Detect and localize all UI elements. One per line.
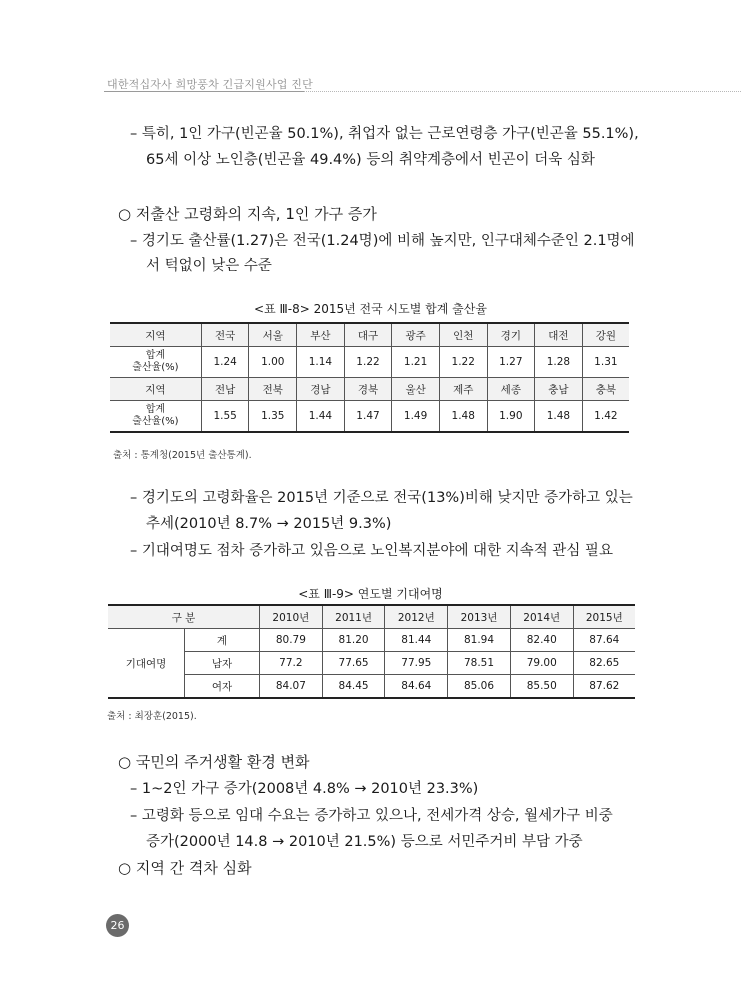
life-expectancy-table xyxy=(108,604,635,699)
table-cell: 1.00 xyxy=(249,347,297,378)
table-cell: 1.44 xyxy=(297,401,345,433)
table-cell: 81.20 xyxy=(322,629,385,652)
table-source: 출처 : 통계청(2015년 출산통계). xyxy=(113,450,252,461)
row-group-label: 기대여명 xyxy=(108,629,185,699)
table-cell: 1.48 xyxy=(535,401,583,433)
table-cell: 강원 xyxy=(582,323,629,347)
table-caption: <표 Ⅲ-8> 2015년 전국 시도별 합계 출산율 xyxy=(254,302,487,316)
table-cell: 광주 xyxy=(392,323,440,347)
table-cell: 1.90 xyxy=(487,401,535,433)
table-cell: 1.47 xyxy=(344,401,392,433)
body-line: 추세(2010년 8.7% → 2015년 9.3%) xyxy=(146,516,392,532)
body-line: 증가(2000년 14.8 → 2010년 21.5%) 등으로 서민주거비 부담 가중 xyxy=(146,834,583,850)
table-cell: 1.55 xyxy=(201,401,249,433)
body-line: – 고령화 등으로 임대 수요는 증가하고 있으나, 전세가격 상승, 월세가구 비중 xyxy=(130,808,613,824)
table-cell: 부산 xyxy=(297,323,345,347)
table-cell: 1.49 xyxy=(392,401,440,433)
table-cell: 세종 xyxy=(487,378,535,401)
table-cell: 구 분 xyxy=(108,605,260,629)
table-cell: 2012년 xyxy=(385,605,448,629)
table-cell: 87.64 xyxy=(573,629,635,652)
table-cell: 지역 xyxy=(110,323,201,347)
table-cell: 79.00 xyxy=(510,652,573,675)
table-cell: 85.06 xyxy=(448,675,511,699)
table-cell: 1.24 xyxy=(201,347,249,378)
body-line: – 경기도 출산률(1.27)은 전국(1.24명)에 비해 높지만, 인구대체수준인 2.1명에 xyxy=(130,233,635,249)
table-cell: 2011년 xyxy=(322,605,385,629)
body-line: – 기대여명도 점차 증가하고 있음으로 노인복지분야에 대한 지속적 관심 필요 xyxy=(130,543,613,559)
table-cell: 경북 xyxy=(344,378,392,401)
table-cell: 제주 xyxy=(439,378,487,401)
table-cell: 81.44 xyxy=(385,629,448,652)
table-cell: 81.94 xyxy=(448,629,511,652)
table-cell: 2015년 xyxy=(573,605,635,629)
table-cell: 전북 xyxy=(249,378,297,401)
table-cell: 1.48 xyxy=(439,401,487,433)
table-cell: 1.21 xyxy=(392,347,440,378)
row-label: 남자 xyxy=(185,652,260,675)
fertility-rate-table xyxy=(110,322,629,433)
header-divider-accent xyxy=(104,91,304,92)
table-cell: 84.07 xyxy=(260,675,323,699)
table-cell: 84.64 xyxy=(385,675,448,699)
table-cell: 인천 xyxy=(439,323,487,347)
body-line: 서 턱없이 낮은 수준 xyxy=(146,258,272,274)
table-cell: 77.2 xyxy=(260,652,323,675)
table-cell: 84.45 xyxy=(322,675,385,699)
table-cell: 충남 xyxy=(535,378,583,401)
table-cell: 80.79 xyxy=(260,629,323,652)
table-cell: 전남 xyxy=(201,378,249,401)
table-cell: 울산 xyxy=(392,378,440,401)
section-bullet: ○ 지역 간 격차 심화 xyxy=(118,859,252,877)
table-cell: 1.35 xyxy=(249,401,297,433)
table-cell: 대전 xyxy=(535,323,583,347)
row-label: 여자 xyxy=(185,675,260,699)
table-cell: 78.51 xyxy=(448,652,511,675)
table-header-row xyxy=(110,323,629,347)
table-cell: 1.27 xyxy=(487,347,535,378)
body-line: – 경기도의 고령화율은 2015년 기준으로 전국(13%)비해 낮지만 증가하고 있는 xyxy=(130,490,633,506)
table-row xyxy=(108,652,635,675)
table-header-row xyxy=(110,378,629,401)
table-cell: 1.28 xyxy=(535,347,583,378)
section-bullet: ○ 저출산 고령화의 지속, 1인 가구 증가 xyxy=(118,205,377,223)
body-line: – 특히, 1인 가구(빈곤율 50.1%), 취업자 없는 근로연령층 가구(빈곤율 55.1%), xyxy=(130,126,639,142)
table-cell: 대구 xyxy=(344,323,392,347)
table-cell: 2010년 xyxy=(260,605,323,629)
table-cell: 2014년 xyxy=(510,605,573,629)
row-label: 합계 출산율(%) xyxy=(110,347,201,378)
table-cell: 85.50 xyxy=(510,675,573,699)
table-header-row xyxy=(108,605,635,629)
table-cell: 충북 xyxy=(582,378,629,401)
table-cell: 지역 xyxy=(110,378,201,401)
table-cell: 77.65 xyxy=(322,652,385,675)
body-line: 65세 이상 노인층(빈곤율 49.4%) 등의 취약계층에서 빈곤이 더욱 심화 xyxy=(146,152,595,168)
table-cell: 77.95 xyxy=(385,652,448,675)
table-row xyxy=(110,347,629,378)
table-cell: 전국 xyxy=(201,323,249,347)
table-cell: 서울 xyxy=(249,323,297,347)
table-cell: 2013년 xyxy=(448,605,511,629)
table-cell: 경기 xyxy=(487,323,535,347)
table-cell: 경남 xyxy=(297,378,345,401)
table-source: 출처 : 최장훈(2015). xyxy=(107,711,197,722)
row-label: 합계 출산율(%) xyxy=(110,401,201,433)
table-cell: 82.40 xyxy=(510,629,573,652)
section-bullet: ○ 국민의 주거생활 환경 변화 xyxy=(118,753,310,771)
table-cell: 82.65 xyxy=(573,652,635,675)
row-label: 계 xyxy=(185,629,260,652)
table-cell: 1.22 xyxy=(344,347,392,378)
table-row xyxy=(108,675,635,699)
table-row xyxy=(108,629,635,652)
table-cell: 1.14 xyxy=(297,347,345,378)
table-cell: 1.22 xyxy=(439,347,487,378)
body-line: – 1~2인 가구 증가(2008년 4.8% → 2010년 23.3%) xyxy=(130,781,479,797)
table-row xyxy=(110,401,629,433)
table-caption: <표 Ⅲ-9> 연도별 기대여명 xyxy=(298,587,443,601)
table-cell: 87.62 xyxy=(573,675,635,699)
table-cell: 1.42 xyxy=(582,401,629,433)
page-number-badge: 26 xyxy=(106,914,129,937)
running-header: 대한적십자사 희망풍차 긴급지원사업 진단 xyxy=(107,78,313,91)
table-cell: 1.31 xyxy=(582,347,629,378)
